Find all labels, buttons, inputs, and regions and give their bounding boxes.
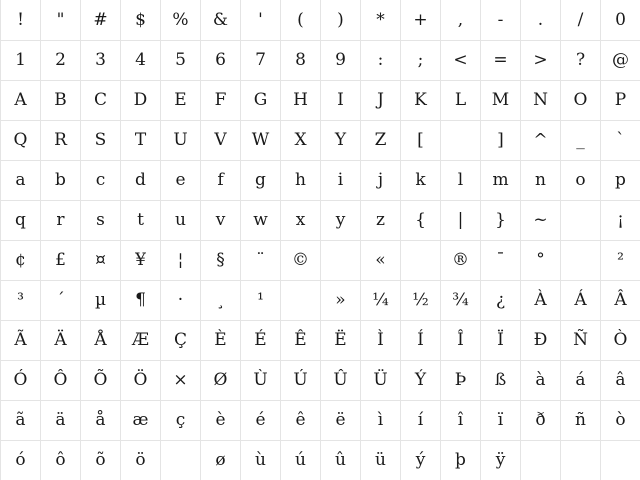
glyph-cell[interactable]: O	[560, 80, 600, 120]
glyph-cell[interactable]: ü	[360, 440, 400, 480]
glyph-cell[interactable]: Q	[0, 120, 40, 160]
glyph-cell[interactable]: l	[440, 160, 480, 200]
glyph-cell[interactable]: ©	[280, 240, 320, 280]
glyph-cell[interactable]: Ë	[320, 320, 360, 360]
glyph-cell[interactable]: à	[520, 360, 560, 400]
glyph-cell[interactable]: s	[80, 200, 120, 240]
glyph-cell[interactable]: D	[120, 80, 160, 120]
glyph-cell[interactable]: )	[320, 0, 360, 40]
glyph-cell[interactable]: &	[200, 0, 240, 40]
glyph-cell[interactable]: ë	[320, 400, 360, 440]
glyph-cell[interactable]: £	[40, 240, 80, 280]
glyph-cell[interactable]: î	[440, 400, 480, 440]
glyph-cell[interactable]: C	[80, 80, 120, 120]
glyph-cell[interactable]: J	[360, 80, 400, 120]
glyph-cell[interactable]: N	[520, 80, 560, 120]
glyph-cell[interactable]: Ô	[40, 360, 80, 400]
glyph-cell[interactable]: Þ	[440, 360, 480, 400]
glyph-cell[interactable]: þ	[440, 440, 480, 480]
empty-glyph-cell	[400, 240, 440, 280]
glyph-cell[interactable]: A	[0, 80, 40, 120]
glyph-cell[interactable]: R	[40, 120, 80, 160]
empty-glyph-cell	[440, 120, 480, 160]
empty-glyph-cell	[560, 240, 600, 280]
glyph-cell[interactable]: -	[480, 0, 520, 40]
glyph-cell[interactable]: ¹	[240, 280, 280, 320]
glyph-cell[interactable]: ²	[600, 240, 640, 280]
glyph-cell[interactable]: Ò	[600, 320, 640, 360]
glyph-cell[interactable]: ò	[600, 400, 640, 440]
glyph-cell[interactable]: ¿	[480, 280, 520, 320]
glyph-cell[interactable]: {	[400, 200, 440, 240]
glyph-cell[interactable]: M	[480, 80, 520, 120]
glyph-cell[interactable]: 1	[0, 40, 40, 80]
glyph-cell[interactable]: ;	[400, 40, 440, 80]
glyph-cell[interactable]: B	[40, 80, 80, 120]
glyph-cell[interactable]: Ê	[280, 320, 320, 360]
glyph-cell[interactable]: q	[0, 200, 40, 240]
glyph-cell[interactable]: =	[480, 40, 520, 80]
glyph-cell[interactable]: Ý	[400, 360, 440, 400]
glyph-cell[interactable]: ä	[40, 400, 80, 440]
glyph-cell[interactable]: §	[200, 240, 240, 280]
glyph-cell[interactable]: Í	[400, 320, 440, 360]
glyph-cell[interactable]: z	[360, 200, 400, 240]
glyph-cell[interactable]: ¥	[120, 240, 160, 280]
glyph-cell[interactable]: *	[360, 0, 400, 40]
glyph-cell[interactable]: $	[120, 0, 160, 40]
empty-glyph-cell	[600, 440, 640, 480]
glyph-cell[interactable]: Z	[360, 120, 400, 160]
glyph-cell[interactable]: Ö	[120, 360, 160, 400]
glyph-cell[interactable]: w	[240, 200, 280, 240]
glyph-cell[interactable]: û	[320, 440, 360, 480]
glyph-cell[interactable]: S	[80, 120, 120, 160]
glyph-cell[interactable]: t	[120, 200, 160, 240]
glyph-cell[interactable]: Ç	[160, 320, 200, 360]
glyph-cell[interactable]: Ä	[40, 320, 80, 360]
glyph-cell[interactable]: .	[520, 0, 560, 40]
glyph-cell[interactable]: ú	[280, 440, 320, 480]
glyph-cell[interactable]: "	[40, 0, 80, 40]
glyph-cell[interactable]: ´	[40, 280, 80, 320]
glyph-cell[interactable]: ¨	[240, 240, 280, 280]
glyph-cell[interactable]: 2	[40, 40, 80, 80]
glyph-cell[interactable]: È	[200, 320, 240, 360]
glyph-cell[interactable]: «	[360, 240, 400, 280]
glyph-cell[interactable]: ÿ	[480, 440, 520, 480]
glyph-cell[interactable]: æ	[120, 400, 160, 440]
glyph-cell[interactable]: Õ	[80, 360, 120, 400]
glyph-cell[interactable]: n	[520, 160, 560, 200]
glyph-cell[interactable]: y	[320, 200, 360, 240]
glyph-cell[interactable]: Y	[320, 120, 360, 160]
glyph-cell[interactable]: '	[240, 0, 280, 40]
glyph-cell[interactable]: ¦	[160, 240, 200, 280]
glyph-cell[interactable]: ô	[40, 440, 80, 480]
glyph-cell[interactable]: G	[240, 80, 280, 120]
glyph-cell[interactable]: [	[400, 120, 440, 160]
empty-glyph-cell	[160, 440, 200, 480]
glyph-cell[interactable]: b	[40, 160, 80, 200]
glyph-cell[interactable]: ¸	[200, 280, 240, 320]
glyph-cell[interactable]: É	[240, 320, 280, 360]
glyph-cell[interactable]: U	[160, 120, 200, 160]
glyph-cell[interactable]: 9	[320, 40, 360, 80]
glyph-cell[interactable]: ~	[520, 200, 560, 240]
glyph-cell[interactable]: á	[560, 360, 600, 400]
empty-glyph-cell	[560, 440, 600, 480]
glyph-cell[interactable]: f	[200, 160, 240, 200]
glyph-cell[interactable]: L	[440, 80, 480, 120]
glyph-cell[interactable]: Ã	[0, 320, 40, 360]
glyph-cell[interactable]: }	[480, 200, 520, 240]
glyph-cell[interactable]: H	[280, 80, 320, 120]
glyph-cell[interactable]: ,	[440, 0, 480, 40]
glyph-cell[interactable]: x	[280, 200, 320, 240]
glyph-cell[interactable]: Î	[440, 320, 480, 360]
glyph-cell[interactable]: 8	[280, 40, 320, 80]
glyph-cell[interactable]: â	[600, 360, 640, 400]
glyph-cell[interactable]: (	[280, 0, 320, 40]
glyph-cell[interactable]: ¶	[120, 280, 160, 320]
glyph-cell[interactable]: Â	[600, 280, 640, 320]
glyph-cell[interactable]: Ó	[0, 360, 40, 400]
glyph-cell[interactable]: ð	[520, 400, 560, 440]
glyph-cell[interactable]: v	[200, 200, 240, 240]
glyph-cell[interactable]: ?	[560, 40, 600, 80]
glyph-cell[interactable]: è	[200, 400, 240, 440]
glyph-cell[interactable]: ¼	[360, 280, 400, 320]
glyph-cell[interactable]: ¾	[440, 280, 480, 320]
glyph-cell[interactable]: X	[280, 120, 320, 160]
glyph-cell[interactable]: c	[80, 160, 120, 200]
glyph-cell[interactable]: i	[320, 160, 360, 200]
glyph-cell[interactable]: ®	[440, 240, 480, 280]
glyph-cell[interactable]: ¤	[80, 240, 120, 280]
glyph-cell[interactable]: I	[320, 80, 360, 120]
glyph-cell[interactable]: Ø	[200, 360, 240, 400]
glyph-cell[interactable]: 6	[200, 40, 240, 80]
glyph-cell[interactable]: /	[560, 0, 600, 40]
empty-glyph-cell	[520, 440, 560, 480]
glyph-cell[interactable]: F	[200, 80, 240, 120]
glyph-cell[interactable]: ¡	[600, 200, 640, 240]
glyph-cell[interactable]: í	[400, 400, 440, 440]
glyph-cell[interactable]: ø	[200, 440, 240, 480]
glyph-cell[interactable]: Å	[80, 320, 120, 360]
glyph-cell[interactable]: ß	[480, 360, 520, 400]
glyph-cell[interactable]: 4	[120, 40, 160, 80]
glyph-cell[interactable]: <	[440, 40, 480, 80]
glyph-cell[interactable]: ½	[400, 280, 440, 320]
glyph-cell[interactable]: @	[600, 40, 640, 80]
glyph-cell[interactable]: Ú	[280, 360, 320, 400]
empty-glyph-cell	[560, 200, 600, 240]
glyph-cell[interactable]: ã	[0, 400, 40, 440]
glyph-cell[interactable]: o	[560, 160, 600, 200]
glyph-cell[interactable]: :	[360, 40, 400, 80]
glyph-cell[interactable]: e	[160, 160, 200, 200]
glyph-cell[interactable]: +	[400, 0, 440, 40]
glyph-cell[interactable]: r	[40, 200, 80, 240]
glyph-cell[interactable]: À	[520, 280, 560, 320]
glyph-cell[interactable]: ì	[360, 400, 400, 440]
glyph-cell[interactable]: 5	[160, 40, 200, 80]
glyph-cell[interactable]: ¯	[480, 240, 520, 280]
glyph-cell[interactable]: ù	[240, 440, 280, 480]
glyph-cell[interactable]: #	[80, 0, 120, 40]
glyph-cell[interactable]: Á	[560, 280, 600, 320]
glyph-cell[interactable]: µ	[80, 280, 120, 320]
glyph-cell[interactable]: ñ	[560, 400, 600, 440]
glyph-cell[interactable]: ý	[400, 440, 440, 480]
glyph-cell[interactable]: m	[480, 160, 520, 200]
glyph-cell[interactable]: u	[160, 200, 200, 240]
glyph-cell[interactable]: >	[520, 40, 560, 80]
glyph-cell[interactable]: Ð	[520, 320, 560, 360]
glyph-cell[interactable]: Ï	[480, 320, 520, 360]
glyph-cell[interactable]: Ñ	[560, 320, 600, 360]
glyph-cell[interactable]: Ì	[360, 320, 400, 360]
empty-glyph-cell	[280, 280, 320, 320]
glyph-cell[interactable]: ç	[160, 400, 200, 440]
glyph-cell[interactable]: 3	[80, 40, 120, 80]
glyph-cell[interactable]: _	[560, 120, 600, 160]
glyph-cell[interactable]: å	[80, 400, 120, 440]
glyph-cell[interactable]: k	[400, 160, 440, 200]
glyph-cell[interactable]: a	[0, 160, 40, 200]
glyph-cell[interactable]: |	[440, 200, 480, 240]
glyph-cell[interactable]: ó	[0, 440, 40, 480]
glyph-cell[interactable]: g	[240, 160, 280, 200]
glyph-cell[interactable]: Ù	[240, 360, 280, 400]
glyph-cell[interactable]: °	[520, 240, 560, 280]
glyph-cell[interactable]: P	[600, 80, 640, 120]
glyph-cell[interactable]: ·	[160, 280, 200, 320]
glyph-cell[interactable]: V	[200, 120, 240, 160]
glyph-cell[interactable]: ]	[480, 120, 520, 160]
glyph-cell[interactable]: !	[0, 0, 40, 40]
glyph-cell[interactable]: p	[600, 160, 640, 200]
glyph-cell[interactable]: ¢	[0, 240, 40, 280]
glyph-cell[interactable]: Ü	[360, 360, 400, 400]
glyph-cell[interactable]: ï	[480, 400, 520, 440]
glyph-cell[interactable]: %	[160, 0, 200, 40]
glyph-cell[interactable]: õ	[80, 440, 120, 480]
glyph-cell[interactable]: Û	[320, 360, 360, 400]
glyph-cell[interactable]: K	[400, 80, 440, 120]
glyph-cell[interactable]: `	[600, 120, 640, 160]
glyph-cell[interactable]: h	[280, 160, 320, 200]
glyph-cell[interactable]: 7	[240, 40, 280, 80]
glyph-cell[interactable]: W	[240, 120, 280, 160]
glyph-cell[interactable]: é	[240, 400, 280, 440]
glyph-cell[interactable]: E	[160, 80, 200, 120]
empty-glyph-cell	[320, 240, 360, 280]
glyph-cell[interactable]: d	[120, 160, 160, 200]
glyph-cell[interactable]: j	[360, 160, 400, 200]
glyph-cell[interactable]: ³	[0, 280, 40, 320]
glyph-cell[interactable]: 0	[600, 0, 640, 40]
glyph-cell[interactable]: Æ	[120, 320, 160, 360]
glyph-cell[interactable]: ×	[160, 360, 200, 400]
glyph-cell[interactable]: ö	[120, 440, 160, 480]
glyph-cell[interactable]: T	[120, 120, 160, 160]
glyph-cell[interactable]: »	[320, 280, 360, 320]
glyph-cell[interactable]: ^	[520, 120, 560, 160]
glyph-cell[interactable]: ê	[280, 400, 320, 440]
